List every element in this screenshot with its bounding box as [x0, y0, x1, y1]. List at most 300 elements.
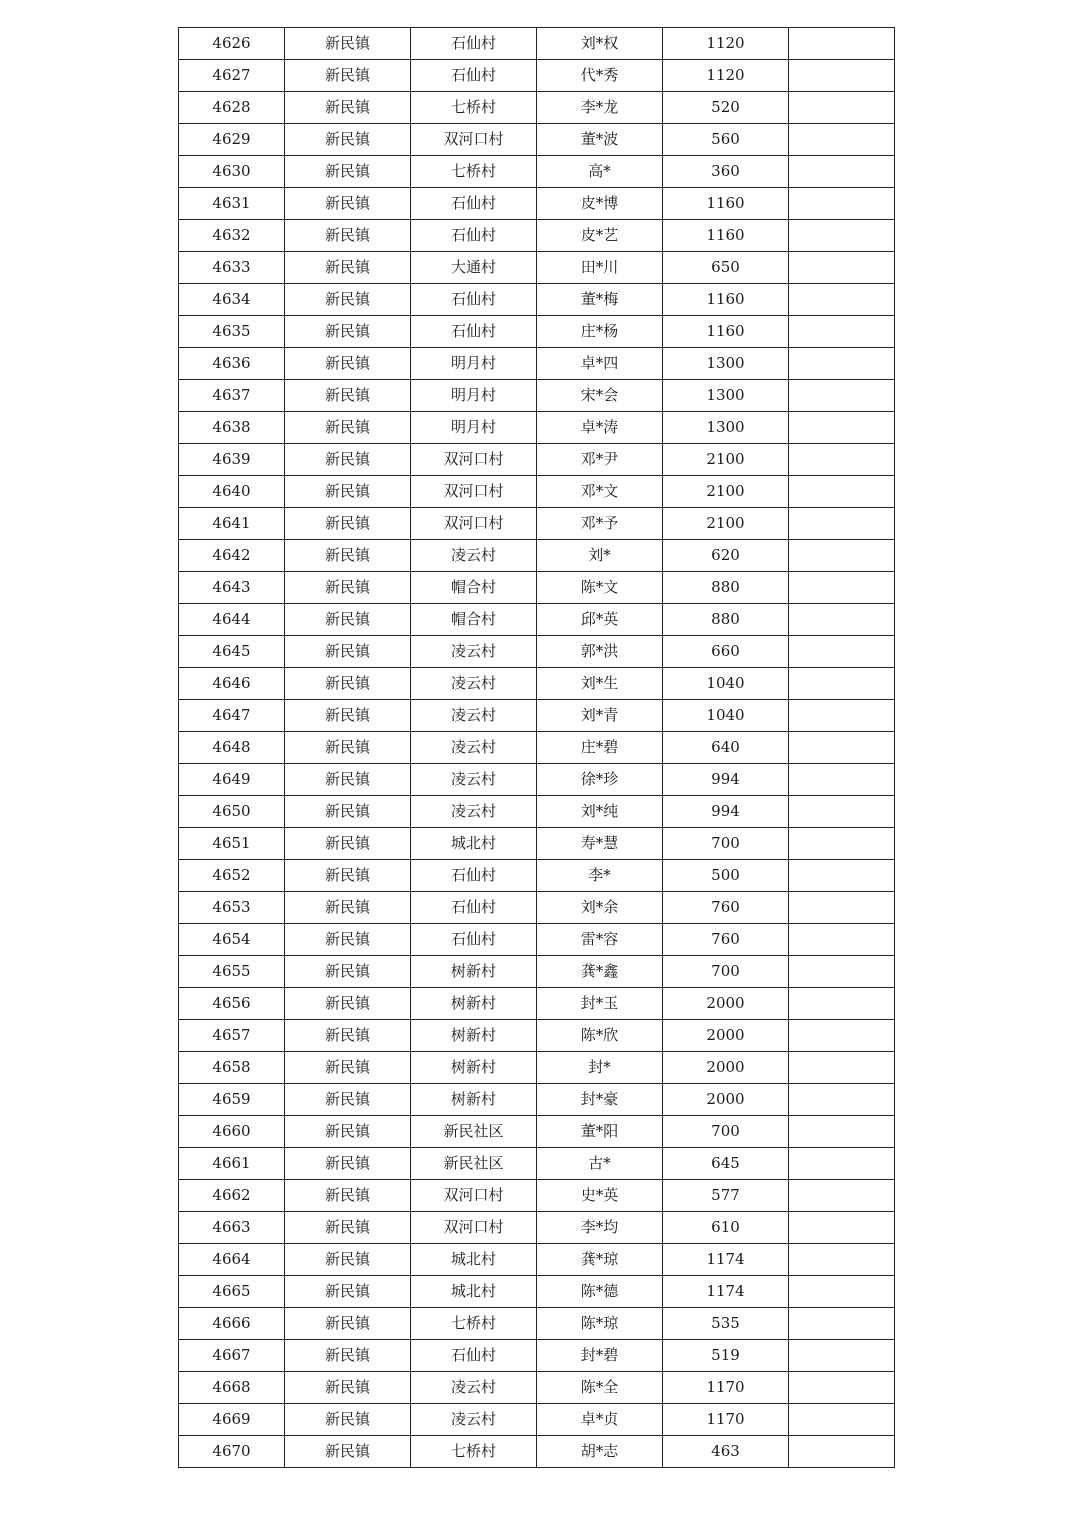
serial-number-cell: 4652 — [179, 860, 285, 892]
town-cell: 新民镇 — [285, 508, 411, 540]
serial-number-cell: 4635 — [179, 316, 285, 348]
serial-number-cell: 4627 — [179, 60, 285, 92]
village-cell: 七桥村 — [411, 1308, 537, 1340]
town-cell: 新民镇 — [285, 284, 411, 316]
town-cell: 新民镇 — [285, 572, 411, 604]
remarks-cell — [789, 988, 895, 1020]
amount-cell: 577 — [663, 1180, 789, 1212]
name-cell: 高* — [537, 156, 663, 188]
table-row — [179, 380, 895, 412]
amount-cell: 1160 — [663, 316, 789, 348]
remarks-cell — [789, 348, 895, 380]
amount-cell: 700 — [663, 956, 789, 988]
village-cell: 石仙村 — [411, 188, 537, 220]
town-cell: 新民镇 — [285, 1052, 411, 1084]
remarks-cell — [789, 1372, 895, 1404]
amount-cell: 880 — [663, 572, 789, 604]
name-cell: 刘*权 — [537, 28, 663, 60]
remarks-cell — [789, 1052, 895, 1084]
remarks-cell — [789, 60, 895, 92]
name-cell: 胡*志 — [537, 1436, 663, 1468]
remarks-cell — [789, 316, 895, 348]
remarks-cell — [789, 156, 895, 188]
town-cell: 新民镇 — [285, 412, 411, 444]
table-row — [179, 540, 895, 572]
table-row — [179, 124, 895, 156]
serial-number-cell: 4626 — [179, 28, 285, 60]
name-cell: 卓*涛 — [537, 412, 663, 444]
remarks-cell — [789, 188, 895, 220]
remarks-cell — [789, 92, 895, 124]
table-row — [179, 828, 895, 860]
name-cell: 刘*青 — [537, 700, 663, 732]
serial-number-cell: 4666 — [179, 1308, 285, 1340]
town-cell: 新民镇 — [285, 828, 411, 860]
name-cell: 封*玉 — [537, 988, 663, 1020]
remarks-cell — [789, 572, 895, 604]
town-cell: 新民镇 — [285, 604, 411, 636]
remarks-cell — [789, 444, 895, 476]
amount-cell: 2100 — [663, 444, 789, 476]
amount-cell: 535 — [663, 1308, 789, 1340]
amount-cell: 1300 — [663, 412, 789, 444]
serial-number-cell: 4633 — [179, 252, 285, 284]
remarks-cell — [789, 924, 895, 956]
town-cell: 新民镇 — [285, 252, 411, 284]
remarks-cell — [789, 828, 895, 860]
amount-cell: 560 — [663, 124, 789, 156]
town-cell: 新民镇 — [285, 60, 411, 92]
table-row — [179, 1404, 895, 1436]
serial-number-cell: 4668 — [179, 1372, 285, 1404]
name-cell: 龚*琼 — [537, 1244, 663, 1276]
serial-number-cell: 4639 — [179, 444, 285, 476]
amount-cell: 2000 — [663, 988, 789, 1020]
serial-number-cell: 4664 — [179, 1244, 285, 1276]
town-cell: 新民镇 — [285, 764, 411, 796]
serial-number-cell: 4629 — [179, 124, 285, 156]
name-cell: 陈*文 — [537, 572, 663, 604]
remarks-cell — [789, 252, 895, 284]
table-row — [179, 412, 895, 444]
name-cell: 刘*生 — [537, 668, 663, 700]
amount-cell: 1120 — [663, 28, 789, 60]
table-row — [179, 1308, 895, 1340]
village-cell: 凌云村 — [411, 1404, 537, 1436]
amount-cell: 1160 — [663, 284, 789, 316]
village-cell: 双河口村 — [411, 1180, 537, 1212]
serial-number-cell: 4628 — [179, 92, 285, 124]
table-body — [179, 28, 895, 1468]
name-cell: 古* — [537, 1148, 663, 1180]
town-cell: 新民镇 — [285, 1308, 411, 1340]
remarks-cell — [789, 28, 895, 60]
village-cell: 新民社区 — [411, 1148, 537, 1180]
town-cell: 新民镇 — [285, 92, 411, 124]
serial-number-cell: 4648 — [179, 732, 285, 764]
remarks-cell — [789, 860, 895, 892]
serial-number-cell: 4646 — [179, 668, 285, 700]
serial-number-cell: 4641 — [179, 508, 285, 540]
amount-cell: 1300 — [663, 380, 789, 412]
amount-cell: 620 — [663, 540, 789, 572]
remarks-cell — [789, 220, 895, 252]
remarks-cell — [789, 1340, 895, 1372]
remarks-cell — [789, 1020, 895, 1052]
table-row — [179, 1212, 895, 1244]
town-cell: 新民镇 — [285, 924, 411, 956]
village-cell: 凌云村 — [411, 764, 537, 796]
serial-number-cell: 4651 — [179, 828, 285, 860]
remarks-cell — [789, 956, 895, 988]
village-cell: 石仙村 — [411, 220, 537, 252]
town-cell: 新民镇 — [285, 1084, 411, 1116]
amount-cell: 1170 — [663, 1404, 789, 1436]
serial-number-cell: 4637 — [179, 380, 285, 412]
village-cell: 双河口村 — [411, 1212, 537, 1244]
name-cell: 邓*文 — [537, 476, 663, 508]
village-cell: 帽合村 — [411, 604, 537, 636]
town-cell: 新民镇 — [285, 156, 411, 188]
table-row — [179, 1436, 895, 1468]
town-cell: 新民镇 — [285, 892, 411, 924]
name-cell: 董*波 — [537, 124, 663, 156]
town-cell: 新民镇 — [285, 380, 411, 412]
town-cell: 新民镇 — [285, 316, 411, 348]
village-cell: 石仙村 — [411, 1340, 537, 1372]
serial-number-cell: 4649 — [179, 764, 285, 796]
village-cell: 凌云村 — [411, 732, 537, 764]
amount-cell: 2000 — [663, 1020, 789, 1052]
amount-cell: 1040 — [663, 668, 789, 700]
amount-cell: 2100 — [663, 508, 789, 540]
town-cell: 新民镇 — [285, 860, 411, 892]
town-cell: 新民镇 — [285, 476, 411, 508]
amount-cell: 1174 — [663, 1244, 789, 1276]
village-cell: 明月村 — [411, 380, 537, 412]
town-cell: 新民镇 — [285, 1276, 411, 1308]
name-cell: 陈*德 — [537, 1276, 663, 1308]
town-cell: 新民镇 — [285, 988, 411, 1020]
village-cell: 帽合村 — [411, 572, 537, 604]
name-cell: 田*川 — [537, 252, 663, 284]
remarks-cell — [789, 1404, 895, 1436]
name-cell: 董*阳 — [537, 1116, 663, 1148]
village-cell: 石仙村 — [411, 892, 537, 924]
serial-number-cell: 4638 — [179, 412, 285, 444]
serial-number-cell: 4663 — [179, 1212, 285, 1244]
remarks-cell — [789, 508, 895, 540]
table-row — [179, 1340, 895, 1372]
table-row — [179, 700, 895, 732]
village-cell: 七桥村 — [411, 156, 537, 188]
village-cell: 双河口村 — [411, 508, 537, 540]
remarks-cell — [789, 796, 895, 828]
name-cell: 雷*容 — [537, 924, 663, 956]
amount-cell: 660 — [663, 636, 789, 668]
table-row — [179, 636, 895, 668]
subsidy-list-sheet — [178, 27, 894, 1468]
amount-cell: 360 — [663, 156, 789, 188]
remarks-cell — [789, 636, 895, 668]
town-cell: 新民镇 — [285, 636, 411, 668]
serial-number-cell: 4650 — [179, 796, 285, 828]
remarks-cell — [789, 540, 895, 572]
name-cell: 李*均 — [537, 1212, 663, 1244]
table-row — [179, 156, 895, 188]
serial-number-cell: 4669 — [179, 1404, 285, 1436]
village-cell: 凌云村 — [411, 636, 537, 668]
table-row — [179, 316, 895, 348]
table-row — [179, 1180, 895, 1212]
town-cell: 新民镇 — [285, 220, 411, 252]
remarks-cell — [789, 1148, 895, 1180]
serial-number-cell: 4632 — [179, 220, 285, 252]
name-cell: 庄*碧 — [537, 732, 663, 764]
name-cell: 邓*尹 — [537, 444, 663, 476]
village-cell: 石仙村 — [411, 60, 537, 92]
amount-cell: 2100 — [663, 476, 789, 508]
name-cell: 邓*予 — [537, 508, 663, 540]
serial-number-cell: 4661 — [179, 1148, 285, 1180]
table-row — [179, 988, 895, 1020]
remarks-cell — [789, 604, 895, 636]
table-row — [179, 508, 895, 540]
town-cell: 新民镇 — [285, 732, 411, 764]
serial-number-cell: 4660 — [179, 1116, 285, 1148]
serial-number-cell: 4659 — [179, 1084, 285, 1116]
remarks-cell — [789, 1180, 895, 1212]
table-row — [179, 1276, 895, 1308]
name-cell: 卓*贞 — [537, 1404, 663, 1436]
name-cell: 徐*珍 — [537, 764, 663, 796]
remarks-cell — [789, 1308, 895, 1340]
village-cell: 石仙村 — [411, 28, 537, 60]
town-cell: 新民镇 — [285, 1404, 411, 1436]
serial-number-cell: 4636 — [179, 348, 285, 380]
serial-number-cell: 4630 — [179, 156, 285, 188]
village-cell: 城北村 — [411, 1276, 537, 1308]
serial-number-cell: 4631 — [179, 188, 285, 220]
amount-cell: 640 — [663, 732, 789, 764]
town-cell: 新民镇 — [285, 700, 411, 732]
serial-number-cell: 4640 — [179, 476, 285, 508]
table-row — [179, 604, 895, 636]
name-cell: 郭*洪 — [537, 636, 663, 668]
remarks-cell — [789, 476, 895, 508]
amount-cell: 700 — [663, 1116, 789, 1148]
amount-cell: 700 — [663, 828, 789, 860]
serial-number-cell: 4667 — [179, 1340, 285, 1372]
remarks-cell — [789, 1212, 895, 1244]
amount-cell: 463 — [663, 1436, 789, 1468]
remarks-cell — [789, 892, 895, 924]
amount-cell: 994 — [663, 796, 789, 828]
serial-number-cell: 4656 — [179, 988, 285, 1020]
name-cell: 刘*余 — [537, 892, 663, 924]
village-cell: 双河口村 — [411, 444, 537, 476]
table-row — [179, 188, 895, 220]
amount-cell: 1040 — [663, 700, 789, 732]
amount-cell: 1170 — [663, 1372, 789, 1404]
village-cell: 树新村 — [411, 956, 537, 988]
village-cell: 石仙村 — [411, 284, 537, 316]
village-cell: 树新村 — [411, 1020, 537, 1052]
village-cell: 石仙村 — [411, 860, 537, 892]
amount-cell: 610 — [663, 1212, 789, 1244]
name-cell: 代*秀 — [537, 60, 663, 92]
serial-number-cell: 4662 — [179, 1180, 285, 1212]
table-row — [179, 892, 895, 924]
village-cell: 石仙村 — [411, 924, 537, 956]
name-cell: 卓*四 — [537, 348, 663, 380]
amount-cell: 760 — [663, 892, 789, 924]
town-cell: 新民镇 — [285, 540, 411, 572]
name-cell: 龚*鑫 — [537, 956, 663, 988]
name-cell: 李*龙 — [537, 92, 663, 124]
town-cell: 新民镇 — [285, 1116, 411, 1148]
remarks-cell — [789, 1084, 895, 1116]
town-cell: 新民镇 — [285, 124, 411, 156]
table-row — [179, 92, 895, 124]
name-cell: 陈*琼 — [537, 1308, 663, 1340]
table-row — [179, 348, 895, 380]
remarks-cell — [789, 732, 895, 764]
village-cell: 七桥村 — [411, 1436, 537, 1468]
village-cell: 城北村 — [411, 1244, 537, 1276]
name-cell: 寿*慧 — [537, 828, 663, 860]
table-row — [179, 1020, 895, 1052]
amount-cell: 1160 — [663, 220, 789, 252]
table-row — [179, 220, 895, 252]
village-cell: 凌云村 — [411, 1372, 537, 1404]
remarks-cell — [789, 412, 895, 444]
name-cell: 皮*博 — [537, 188, 663, 220]
serial-number-cell: 4647 — [179, 700, 285, 732]
name-cell: 陈*全 — [537, 1372, 663, 1404]
village-cell: 凌云村 — [411, 700, 537, 732]
name-cell: 刘* — [537, 540, 663, 572]
amount-cell: 2000 — [663, 1052, 789, 1084]
town-cell: 新民镇 — [285, 1436, 411, 1468]
amount-cell: 645 — [663, 1148, 789, 1180]
village-cell: 凌云村 — [411, 668, 537, 700]
amount-cell: 760 — [663, 924, 789, 956]
table-row — [179, 1244, 895, 1276]
remarks-cell — [789, 764, 895, 796]
remarks-cell — [789, 284, 895, 316]
town-cell: 新民镇 — [285, 28, 411, 60]
serial-number-cell: 4665 — [179, 1276, 285, 1308]
name-cell: 陈*欣 — [537, 1020, 663, 1052]
village-cell: 新民社区 — [411, 1116, 537, 1148]
name-cell: 封*豪 — [537, 1084, 663, 1116]
serial-number-cell: 4645 — [179, 636, 285, 668]
town-cell: 新民镇 — [285, 796, 411, 828]
serial-number-cell: 4653 — [179, 892, 285, 924]
village-cell: 双河口村 — [411, 124, 537, 156]
table-row — [179, 60, 895, 92]
table-row — [179, 924, 895, 956]
table-row — [179, 732, 895, 764]
town-cell: 新民镇 — [285, 1372, 411, 1404]
serial-number-cell: 4657 — [179, 1020, 285, 1052]
village-cell: 大通村 — [411, 252, 537, 284]
serial-number-cell: 4658 — [179, 1052, 285, 1084]
village-cell: 凌云村 — [411, 796, 537, 828]
table-row — [179, 476, 895, 508]
amount-cell: 1120 — [663, 60, 789, 92]
village-cell: 明月村 — [411, 348, 537, 380]
amount-cell: 880 — [663, 604, 789, 636]
amount-cell: 994 — [663, 764, 789, 796]
name-cell: 皮*艺 — [537, 220, 663, 252]
amount-cell: 1300 — [663, 348, 789, 380]
table-row — [179, 252, 895, 284]
amount-cell: 520 — [663, 92, 789, 124]
remarks-cell — [789, 1276, 895, 1308]
town-cell: 新民镇 — [285, 668, 411, 700]
table-row — [179, 668, 895, 700]
town-cell: 新民镇 — [285, 188, 411, 220]
serial-number-cell: 4644 — [179, 604, 285, 636]
town-cell: 新民镇 — [285, 956, 411, 988]
amount-cell: 2000 — [663, 1084, 789, 1116]
name-cell: 董*梅 — [537, 284, 663, 316]
village-cell: 凌云村 — [411, 540, 537, 572]
village-cell: 明月村 — [411, 412, 537, 444]
serial-number-cell: 4654 — [179, 924, 285, 956]
name-cell: 史*英 — [537, 1180, 663, 1212]
amount-cell: 1174 — [663, 1276, 789, 1308]
table-row — [179, 1148, 895, 1180]
remarks-cell — [789, 668, 895, 700]
amount-cell: 519 — [663, 1340, 789, 1372]
town-cell: 新民镇 — [285, 1212, 411, 1244]
remarks-cell — [789, 124, 895, 156]
amount-cell: 650 — [663, 252, 789, 284]
serial-number-cell: 4643 — [179, 572, 285, 604]
village-cell: 树新村 — [411, 1084, 537, 1116]
serial-number-cell: 4655 — [179, 956, 285, 988]
table-row — [179, 1084, 895, 1116]
serial-number-cell: 4634 — [179, 284, 285, 316]
name-cell: 刘*纯 — [537, 796, 663, 828]
table-row — [179, 956, 895, 988]
amount-cell: 1160 — [663, 188, 789, 220]
town-cell: 新民镇 — [285, 1180, 411, 1212]
town-cell: 新民镇 — [285, 1148, 411, 1180]
name-cell: 封* — [537, 1052, 663, 1084]
village-cell: 树新村 — [411, 1052, 537, 1084]
table-row — [179, 28, 895, 60]
remarks-cell — [789, 1116, 895, 1148]
name-cell: 李* — [537, 860, 663, 892]
table-row — [179, 444, 895, 476]
amount-cell: 500 — [663, 860, 789, 892]
name-cell: 庄*杨 — [537, 316, 663, 348]
table-row — [179, 796, 895, 828]
table-row — [179, 572, 895, 604]
village-cell: 双河口村 — [411, 476, 537, 508]
serial-number-cell: 4642 — [179, 540, 285, 572]
table-row — [179, 1372, 895, 1404]
table-row — [179, 1116, 895, 1148]
table-row — [179, 764, 895, 796]
name-cell: 邱*英 — [537, 604, 663, 636]
name-cell: 宋*会 — [537, 380, 663, 412]
town-cell: 新民镇 — [285, 348, 411, 380]
